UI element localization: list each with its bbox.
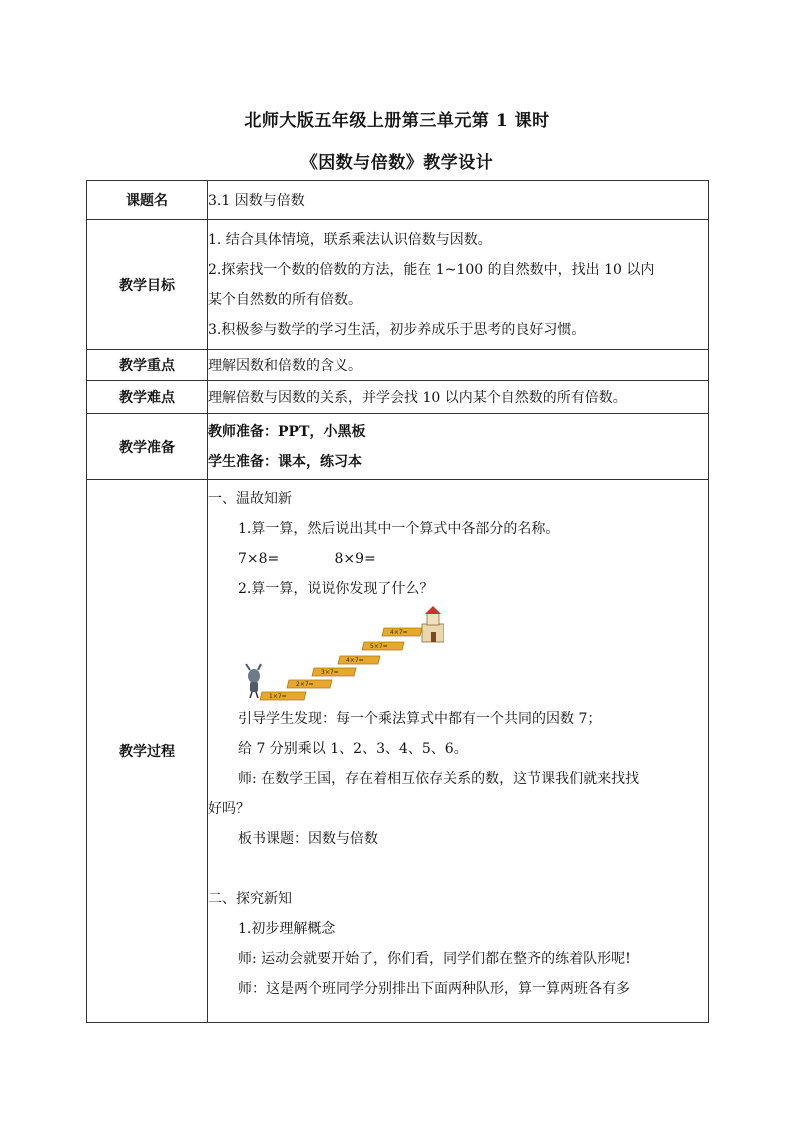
step-1	[260, 692, 306, 700]
goal-item: 2.探索找一个数的倍数的方法，能在 1~100 的自然数中，找出 10 以内	[208, 261, 655, 278]
step-6	[382, 628, 422, 636]
goal-item: 某个自然数的所有倍数。	[208, 291, 362, 308]
step-2	[287, 680, 332, 688]
step-5	[362, 642, 404, 650]
difficulty-value: 理解倍数与因数的关系，并学会找 10 以内某个自然数的所有倍数。	[208, 381, 709, 414]
preparation-label: 教学准备	[87, 414, 208, 480]
equations	[208, 544, 708, 574]
castle-icon	[422, 606, 444, 642]
step-text: 1.初步理解概念	[238, 921, 336, 937]
key-point-value: 理解因数和倍数的含义。	[208, 350, 709, 381]
staircase-illustration	[244, 604, 444, 704]
row-topic	[87, 181, 709, 220]
paragraph: 给 7 分别乘以 1、2、3、4、5、6。	[238, 741, 468, 757]
paragraph: 板书课题：因数与倍数	[238, 831, 378, 847]
topic-value: 3.1 因数与倍数	[208, 181, 709, 220]
step-3	[312, 668, 356, 676]
document-subtitle: 《因数与倍数》教学设计	[300, 153, 494, 173]
goals-content	[208, 220, 709, 350]
equation: 7×8=	[238, 551, 280, 567]
step-label: 5×7=	[370, 643, 388, 650]
step-text: 1.算一算，然后说出其中一个算式中各部分的名称。	[238, 521, 560, 537]
process-label: 教学过程	[87, 480, 208, 1023]
row-difficulty	[87, 381, 709, 414]
student-prep: 学生准备：课本，练习本	[208, 453, 362, 470]
document-title: 北师大版五年级上册第三单元第 1 课时	[244, 111, 550, 131]
spacer	[208, 854, 708, 884]
process-content	[208, 480, 709, 1023]
topic-label: 课题名	[87, 181, 208, 220]
row-goals	[87, 220, 709, 350]
teacher-prep: 教师准备：PPT，小黑板	[208, 423, 366, 440]
paragraph: 师: 在数学王国，存在着相互依存关系的数，这节课我们就来找找	[238, 771, 640, 787]
character-icon	[246, 664, 261, 698]
row-key-point	[87, 350, 709, 381]
row-preparation	[87, 414, 709, 480]
goals-label: 教学目标	[87, 220, 208, 350]
goal-item: 1. 结合具体情境，联系乘法认识倍数与因数。	[208, 231, 492, 248]
step-4	[338, 656, 380, 664]
goal-item: 3.积极参与数学的学习生活，初步养成乐于思考的良好习惯。	[208, 321, 586, 338]
paragraph: 师: 运动会就要开始了，你们看，同学们都在整齐的练着队形呢!	[238, 951, 631, 967]
equation: 8×9=	[334, 551, 376, 567]
row-process	[87, 480, 709, 1023]
section-heading: 一、温故知新	[208, 491, 292, 507]
lesson-plan-table	[86, 180, 709, 1023]
section-heading: 二、探究新知	[208, 891, 292, 907]
step-label: 4×7=	[390, 629, 408, 636]
paragraph: 引导学生发现：每一个乘法算式中都有一个共同的因数 7；	[238, 711, 602, 727]
preparation-content	[208, 414, 709, 480]
step-label: 2×7=	[296, 681, 314, 688]
paragraph: 师：这是两个班同学分别排出下面两种队形，算一算两班各有多	[238, 981, 630, 997]
paragraph: 好吗？	[208, 801, 250, 817]
difficulty-label: 教学难点	[87, 381, 208, 414]
step-label: 1×7=	[269, 693, 287, 700]
step-label: 4×7=	[346, 657, 364, 664]
key-point-label: 教学重点	[87, 350, 208, 381]
step-label: 3×7=	[321, 669, 339, 676]
step-text: 2.算一算，说说你发现了什么？	[238, 581, 434, 597]
